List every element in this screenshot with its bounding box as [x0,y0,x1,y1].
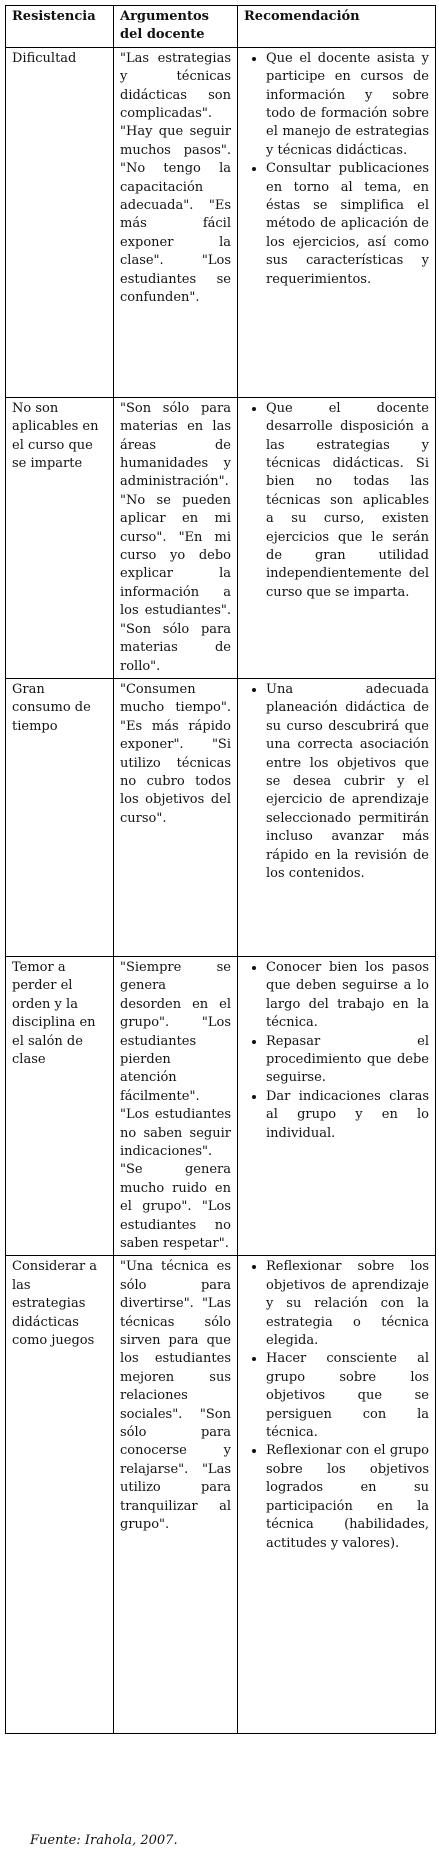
resistance-cell: Considerar a las estrategias didácticas como juegos [6,1256,114,1734]
resistance-table [5,5,436,1734]
recommendation-list [244,1258,429,1553]
recommendation-cell [238,47,436,397]
recommendation-item: • Dar indicaciones claras al grupo y en lo individual. [266,1088,429,1143]
resistance-cell: Temor a perder el orden y la disciplina en el salón de clase [6,956,114,1256]
table-row [6,1256,436,1734]
recommendation-item: • Conocer bien los pasos que deben seguirse a lo largo del trabajo en la técnica. [266,959,429,1033]
header-resistencia: Resistencia [6,6,114,48]
source-caption: Fuente: Irahola, 2007. [30,1833,178,1848]
recommendation-cell [238,678,436,956]
recommendation-item: • Que el docente desarrolle disposición a las estrategias y técnicas didácticas. Si bien no todas las técnicas son aplicables a su curso, existen ejercicios que le serán de gran utilidad independientemente del curso que se imparta. [266,400,429,602]
arguments-cell: "Consumen mucho tiempo". "Es más rápido exponer". "Si utilizo técnicas no cubro todos los objetivos del curso". [114,678,238,956]
recommendation-list [244,400,429,602]
table-row [6,956,436,1256]
resistance-cell: Gran consumo de tiempo [6,678,114,956]
recommendation-cell [238,1256,436,1734]
recommendation-item: • Que el docente asista y participe en cursos de información y sobre todo de formación sobre el manejo de estrategias y técnicas didácticas. [266,50,429,160]
recommendation-list [244,50,429,289]
recommendation-item: • Hacer consciente al grupo sobre los objetivos que se persiguen con la técnica. [266,1350,429,1442]
recommendation-cell [238,397,436,678]
resistance-cell: No son aplicables en el curso que se imparte [6,397,114,678]
arguments-cell: "Las estrategias y técnicas didácticas son complicadas". "Hay que seguir muchos pasos". "No tengo la capacitación adecuada". "Es más fácil exponer la clase". "Los estudiantes se confunden". [114,47,238,397]
recommendation-item: • Reflexionar sobre los objetivos de aprendizaje y su relación con la estrategia o técnica elegida. [266,1258,429,1350]
table-row [6,47,436,397]
resistance-cell: Dificultad [6,47,114,397]
recommendation-list [244,959,429,1143]
table-header-row [6,6,436,48]
arguments-cell: "Siempre se genera desorden en el grupo". "Los estudiantes pierden atención fácilmente". "Los estudiantes no saben seguir indicaciones". "Se genera mucho ruido en el grupo". "Los estudiantes no saben respetar". [114,956,238,1256]
recommendation-cell [238,956,436,1256]
recommendation-item: • Reflexionar con el grupo sobre los objetivos logrados en su participación en la técnica (habilidades, actitudes y valores). [266,1442,429,1552]
recommendation-list [244,681,429,883]
header-recomendacion: Recomendación [238,6,436,48]
recommendation-item: • Repasar el procedimiento que debe seguirse. [266,1033,429,1088]
header-argumentos: Argumentos del docente [114,6,238,48]
table-row [6,397,436,678]
recommendation-item: • Una adecuada planeación didáctica de su curso descubrirá que una correcta asociación entre los objetivos que se desea cubrir y el ejercicio de aprendizaje seleccionado permitirán incluso avanzar más rápido en la revisión de los contenidos. [266,681,429,883]
recommendation-item: • Consultar publicaciones en torno al tema, en éstas se simplifica el método de aplicación de los ejercicios, así como sus características y requerimientos. [266,160,429,289]
arguments-cell: "Una técnica es sólo para divertirse". "Las técnicas sólo sirven para que los estudiantes mejoren sus relaciones sociales". "Son sólo para conocerse y relajarse". "Las utilizo para tranquilizar al grupo". [114,1256,238,1734]
arguments-cell: "Son sólo para materias en las áreas de humanidades y administración". "No se pueden aplicar en mi curso". "En mi curso yo debo explicar la información a los estudiantes". "Son sólo para materias de rollo". [114,397,238,678]
table-row [6,678,436,956]
